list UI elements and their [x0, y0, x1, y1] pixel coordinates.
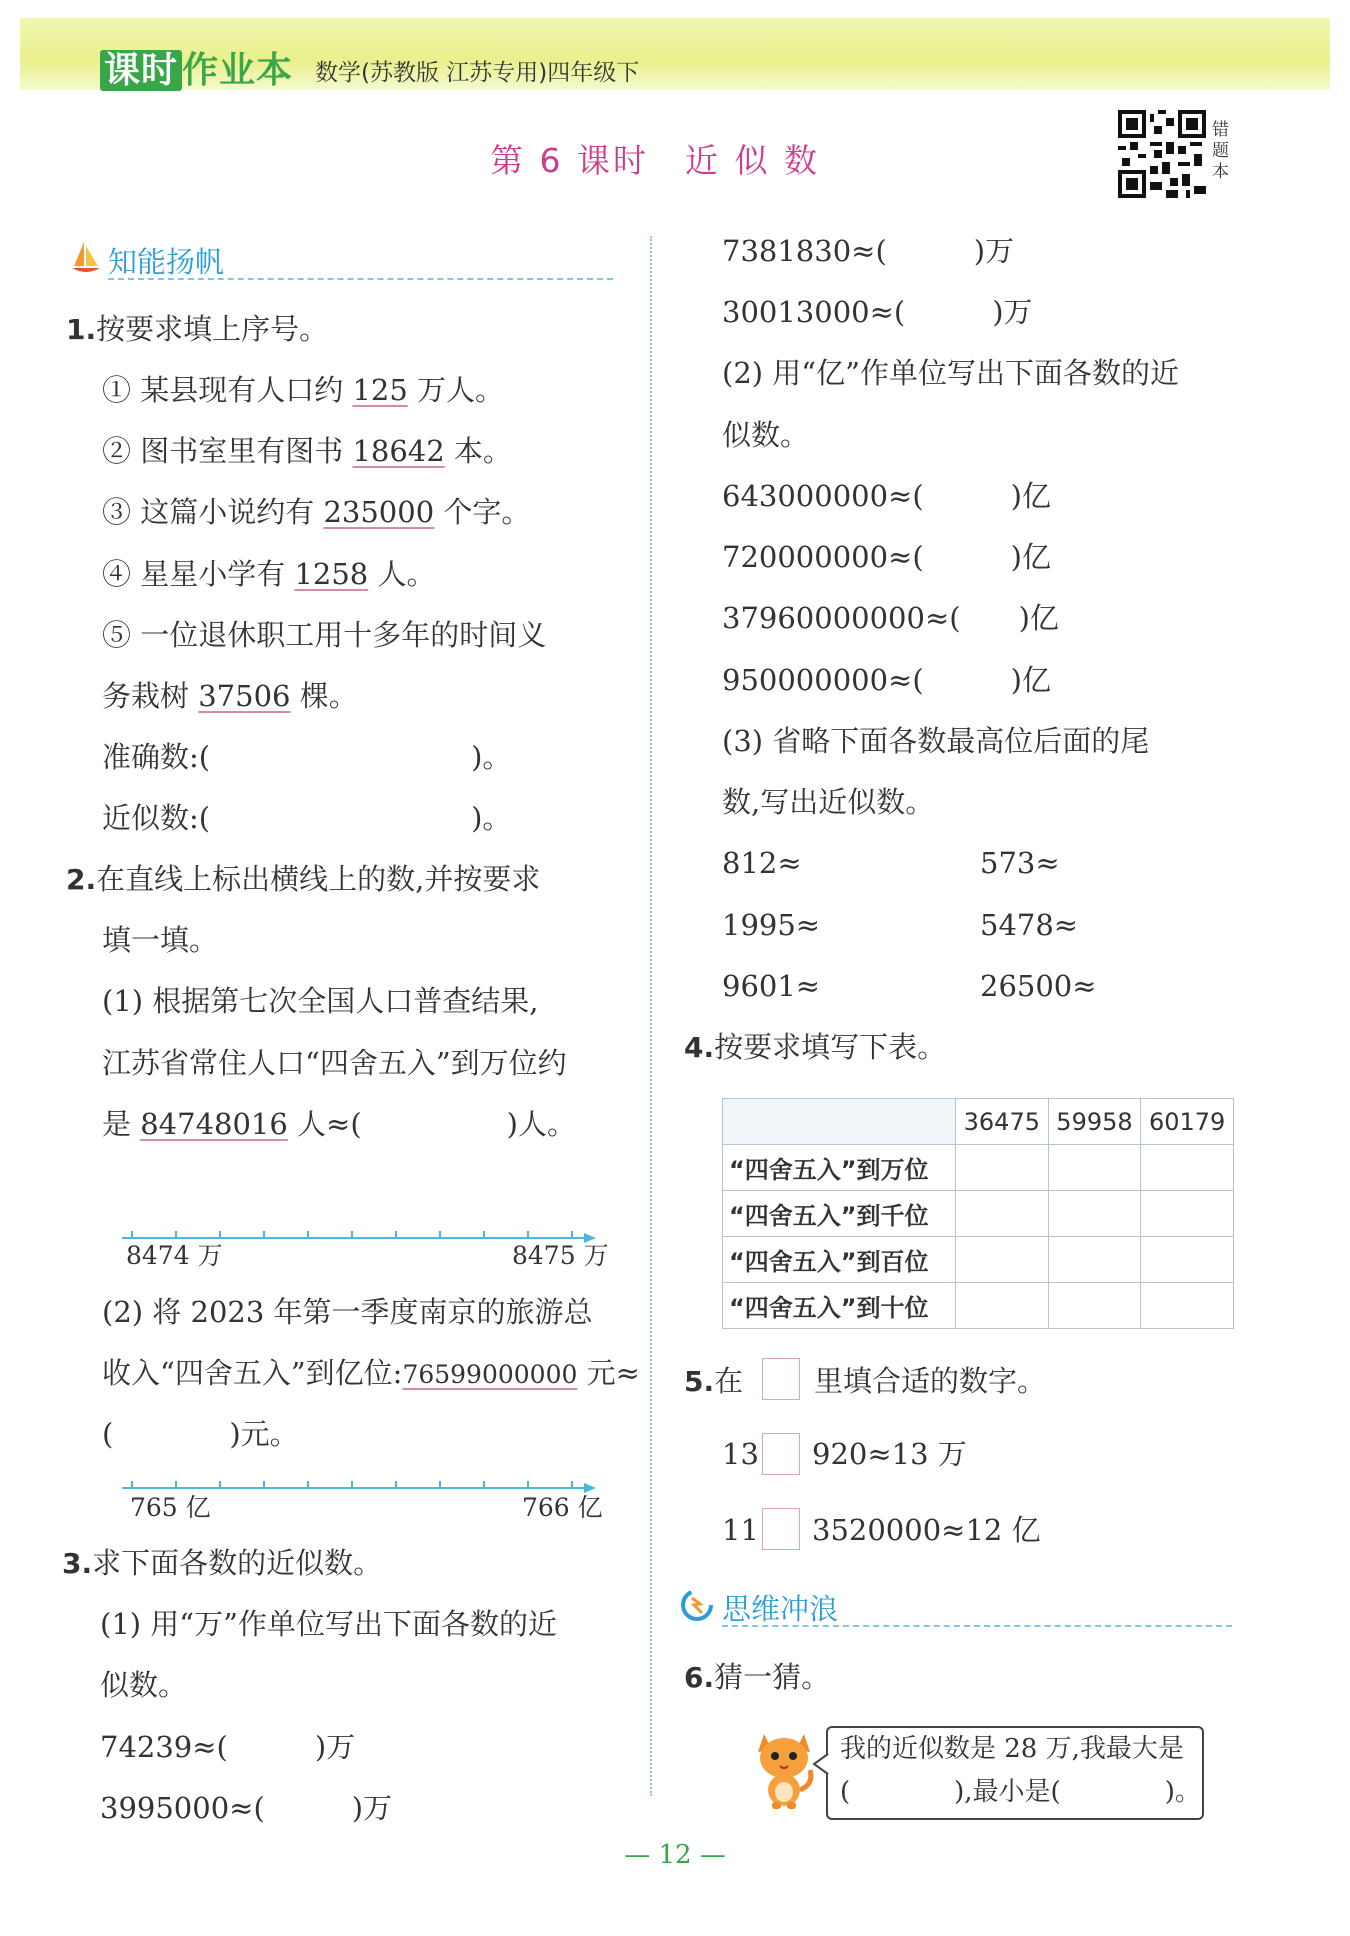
answer-cell[interactable] — [1141, 1191, 1234, 1237]
text-line: 收入“四舍五入”到亿位:76599000000 元≈ — [102, 1356, 640, 1390]
answer-blank[interactable]: 643000000≈( )亿 — [722, 479, 1051, 513]
answer-cell[interactable] — [956, 1283, 1049, 1329]
digit-box[interactable] — [762, 1433, 800, 1475]
number-line-2-left: 765 亿 — [130, 1493, 211, 1522]
number-line-1-left: 8474 万 — [126, 1241, 223, 1270]
table-row — [723, 1145, 1234, 1191]
answer-blank[interactable]: 3995000≈( )万 — [100, 1791, 393, 1825]
question-4: 4.按要求填写下表。 — [684, 1030, 947, 1064]
answer-cell[interactable] — [1141, 1237, 1234, 1283]
text-line: 江苏省常住人口“四舍五入”到万位约 — [102, 1046, 567, 1080]
lesson-title: 第 6 课时 近 似 数 — [490, 141, 820, 180]
answer-cell[interactable] — [956, 1237, 1049, 1283]
bubble-line: 我的近似数是 28 万,我最大是 — [840, 1734, 1184, 1764]
list-item: ③ 这篇小说约有 235000 个字。 — [102, 495, 531, 529]
text-line: 920≈13 万 — [812, 1437, 967, 1471]
qr-label: 错题本 — [1212, 120, 1229, 182]
wave-icon — [680, 1588, 714, 1622]
answer-blank[interactable]: 30013000≈( )万 — [722, 295, 1033, 329]
table-row — [723, 1237, 1234, 1283]
text-line: (2) 用“亿”作单位写出下面各数的近 — [722, 356, 1179, 390]
answer-blank[interactable]: 37960000000≈( )亿 — [722, 601, 1059, 635]
answer-blank[interactable]: 812≈ — [722, 846, 802, 880]
logo-part1: 课时 — [100, 50, 182, 91]
text-line: 3520000≈12 亿 — [812, 1513, 1041, 1547]
row-header: “四舍五入”到十位 — [723, 1283, 956, 1329]
row-header: “四舍五入”到万位 — [723, 1145, 956, 1191]
row-header: “四舍五入”到千位 — [723, 1191, 956, 1237]
question-2: 2.在直线上标出横线上的数,并按要求 — [66, 862, 541, 896]
table-header-row — [723, 1099, 1234, 1145]
table-row — [723, 1191, 1234, 1237]
row-header: “四舍五入”到百位 — [723, 1237, 956, 1283]
answer-cell[interactable] — [1048, 1145, 1141, 1191]
answer-blank[interactable]: 26500≈ — [980, 969, 1097, 1003]
brand-logo — [100, 42, 293, 93]
number-line-2-right: 766 亿 — [522, 1493, 603, 1522]
book-subtitle: 数学(苏教版 江苏专用)四年级下 — [315, 60, 640, 86]
speech-bubble-tail — [812, 1752, 830, 1776]
answer-blank[interactable]: ( )元。 — [102, 1417, 299, 1451]
column-divider — [650, 236, 652, 1796]
rounding-table — [722, 1098, 1234, 1329]
column-header: 36475 — [956, 1099, 1049, 1145]
list-item: ④ 星星小学有 1258 人。 — [102, 557, 436, 591]
answer-cell[interactable] — [956, 1145, 1049, 1191]
answer-blank[interactable]: 573≈ — [980, 846, 1060, 880]
answer-blank[interactable]: 1995≈ — [722, 908, 821, 942]
answer-cell[interactable] — [1048, 1191, 1141, 1237]
text-line: (2) 将 2023 年第一季度南京的旅游总 — [102, 1295, 593, 1329]
section-title-thinking: 思维冲浪 — [722, 1592, 839, 1626]
question-number: 6. — [684, 1661, 715, 1694]
answer-cell[interactable] — [956, 1191, 1049, 1237]
answer-blank[interactable]: 7381830≈( )万 — [722, 234, 1015, 268]
section-divider — [108, 278, 613, 280]
text-line: (1) 根据第七次全国人口普查结果, — [102, 984, 539, 1018]
answer-exact[interactable]: 准确数:( )。 — [102, 740, 512, 774]
logo-part2: 作业本 — [182, 50, 294, 91]
text-line: 填一填。 — [102, 923, 219, 957]
table-row — [723, 1283, 1234, 1329]
answer-cell[interactable] — [1141, 1145, 1234, 1191]
column-header: 59958 — [1048, 1099, 1141, 1145]
text-line[interactable]: 是 84748016 人≈( )人。 — [102, 1107, 576, 1141]
list-item: ⑤ 一位退休职工用十多年的时间义 — [102, 618, 547, 652]
qr-code-icon[interactable] — [1118, 110, 1206, 198]
text-line: 11 — [722, 1513, 759, 1547]
question-number: 3. — [62, 1547, 93, 1580]
text-line: 13 — [722, 1437, 759, 1471]
text-line: 似数。 — [722, 418, 810, 452]
question-3: 3.求下面各数的近似数。 — [62, 1546, 383, 1580]
answer-cell[interactable] — [1141, 1283, 1234, 1329]
column-header: 60179 — [1141, 1099, 1234, 1145]
answer-blank[interactable]: 950000000≈( )亿 — [722, 663, 1051, 697]
answer-blank[interactable]: 720000000≈( )亿 — [722, 540, 1051, 574]
question-1-prompt: 按要求填上序号。 — [96, 312, 329, 346]
number-line-1-right: 8475 万 — [512, 1241, 609, 1270]
question-number: 5. — [684, 1365, 715, 1398]
text-line: (3) 省略下面各数最高位后面的尾 — [722, 724, 1150, 758]
list-item: ① 某县现有人口约 125 万人。 — [102, 373, 505, 407]
answer-approx[interactable]: 近似数:( )。 — [102, 801, 512, 835]
text-line: 数,写出近似数。 — [722, 785, 935, 819]
question-1 — [66, 312, 328, 347]
page-number: — 12 — — [624, 1840, 726, 1870]
list-item: 务栽树 37506 棵。 — [102, 679, 358, 713]
question-5: 5.在 — [684, 1364, 744, 1398]
answer-blank[interactable]: 9601≈ — [722, 969, 821, 1003]
sample-box — [762, 1358, 800, 1400]
table-corner — [723, 1099, 956, 1145]
sail-icon — [70, 240, 102, 276]
question-number: 2. — [66, 863, 97, 896]
text-line: 似数。 — [100, 1668, 188, 1702]
text-line: (1) 用“万”作单位写出下面各数的近 — [100, 1607, 557, 1641]
answer-cell[interactable] — [1048, 1283, 1141, 1329]
question-number: 1. — [66, 313, 97, 346]
answer-blank[interactable]: 74239≈( )万 — [100, 1730, 356, 1764]
answer-blank[interactable]: 5478≈ — [980, 908, 1079, 942]
cat-mascot-icon — [750, 1726, 818, 1810]
digit-box[interactable] — [762, 1508, 800, 1550]
section-divider — [722, 1625, 1232, 1627]
question-number: 4. — [684, 1031, 715, 1064]
question-6: 6.猜一猜。 — [684, 1660, 831, 1694]
section-title-knowledge: 知能扬帆 — [108, 245, 225, 279]
bubble-answer-line[interactable]: ( ),最小是( )。 — [840, 1777, 1201, 1807]
question-5-prompt: 里填合适的数字。 — [814, 1364, 1047, 1398]
list-item: ② 图书室里有图书 18642 本。 — [102, 434, 512, 468]
answer-cell[interactable] — [1048, 1237, 1141, 1283]
